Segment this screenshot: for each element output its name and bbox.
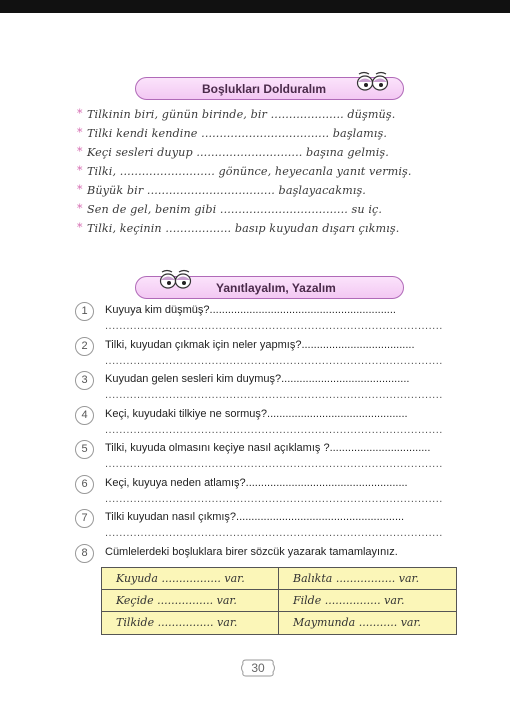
eyes-icon [158,268,194,290]
answer-line: ............................................................................................... [105,320,443,332]
section-title-text: Boşlukları Dolduralım [202,81,327,96]
question-number: 1 [75,302,94,321]
list-item: * Tilki kendi kendine ................................... başlamış. [77,126,387,140]
question-number: 4 [75,406,94,425]
table-cell: Balıkta ................. var. [279,568,456,590]
question-text: Keçi, kuyuya neden atlamış?..................................................... [105,476,408,489]
question-row [75,335,465,370]
question-row [75,507,465,542]
question-row [75,438,465,473]
question-row [75,300,465,335]
questions-list [75,300,465,576]
section-title-text: Yanıtlayalım, Yazalım [216,280,336,295]
question-text: Kuyudan gelen sesleri kim duymuş?.......................................... [105,373,410,385]
question-text: Keçi, kuyudaki tilkiye ne sormuş?.............................................. [105,407,408,420]
fill-blanks-list [77,106,467,239]
star-icon: * [77,202,83,215]
answer-line: ............................................................................................... [105,423,443,436]
page-number: 30 [240,657,276,679]
question-text: Tilki, kuyudan çıkmak için neler yapmış?..................................... [105,338,415,351]
table-cell: Kuyuda ................. var. [102,568,279,590]
question-number: 2 [75,337,94,356]
star-icon: * [77,183,83,196]
list-item: * Tilkinin biri, günün birinde, bir .................... düşmüş. [77,107,396,121]
table-cell: Keçide ................ var. [102,590,279,612]
table-cell: Maymunda ........... var. [293,616,422,629]
question-row [75,404,465,439]
question-text: Cümlelerdeki boşluklara birer sözcük yazarak tamamlayınız. [105,545,398,558]
top-border [0,0,510,13]
list-item: * Tilki, keçinin .................. basıp kuyudan dışarı çıkmış. [77,221,400,235]
list-item: * Sen de gel, benim gibi ................................... su iç. [77,202,383,216]
question-text: Tilki kuyudan nasıl çıkmış?....................................................... [105,511,405,523]
answer-line: ............................................................................................... [105,527,443,539]
list-item: * Büyük bir ................................... başlayacakmış. [77,183,366,197]
answer-line: ............................................................................................... [105,389,443,401]
star-icon: * [77,145,83,158]
fill-table [101,567,457,635]
question-number: 5 [75,440,94,459]
star-icon: * [77,221,83,234]
list-item: * Tilki, .......................... gönünce, heyecanla yanıt vermiş. [77,164,412,178]
answer-line: ............................................................................................... [105,458,443,470]
question-number: 7 [75,509,94,528]
eyes-icon [355,70,391,92]
question-text: Tilki, kuyuda olmasını keçiye nasıl açıklamış ?................................. [105,442,431,454]
list-item: * Keçi sesleri duyup ............................. başına gelmiş. [77,145,389,159]
answer-line: ............................................................................................... [105,354,443,367]
question-text: Kuyuya kim düşmüş?............................................................. [105,304,396,316]
question-number: 6 [75,475,94,494]
star-icon: * [77,126,83,139]
answer-line: ............................................................................................... [105,492,443,505]
question-number: 8 [75,544,94,563]
star-icon: * [77,107,83,120]
question-row [75,369,465,404]
table-cell: Filde ................ var. [279,590,456,612]
table-cell: Tilkide ................ var. [102,612,279,634]
question-number: 3 [75,371,94,390]
star-icon: * [77,164,83,177]
question-row [75,473,465,508]
